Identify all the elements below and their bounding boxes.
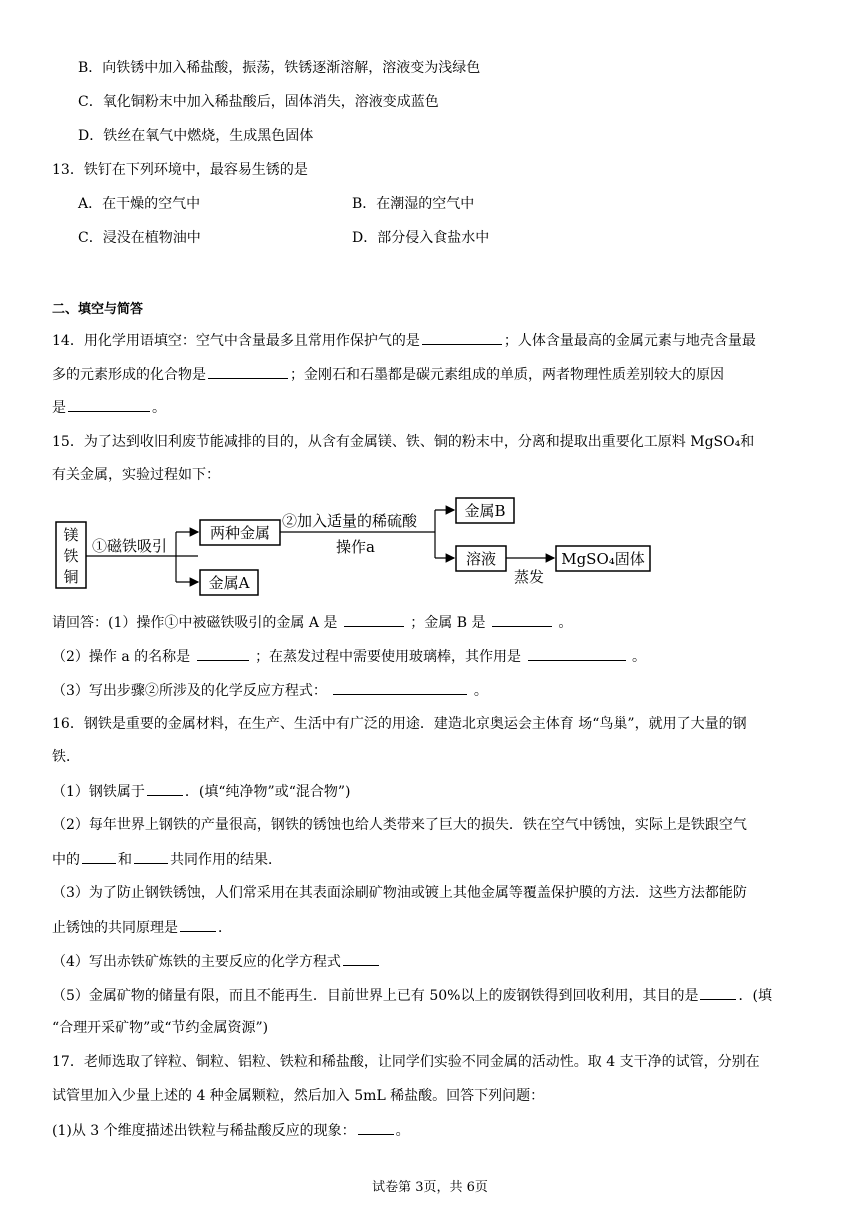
q14-text: 14．用化学用语填空：空气中含量最多且常用作保护气的是 <box>52 333 420 349</box>
q16-text: 止锈蚀的共同原理是 <box>52 920 178 936</box>
q15-text: ；金属 B 是 <box>410 615 486 631</box>
q15-text: 请回答：(1）操作①中被磁铁吸引的金属 A 是 <box>52 615 338 631</box>
q14-line2 <box>52 364 724 385</box>
q14-text: ；人体含量最高的金属元素与地壳含量最 <box>503 333 756 349</box>
q14-line3 <box>52 397 166 418</box>
metal-a-label: 金属A <box>208 574 250 592</box>
answer-blank[interactable] <box>528 646 626 661</box>
answer-blank[interactable] <box>333 680 467 695</box>
q12-option-c: C．氧化铜粉末中加入稀盐酸后，固体消失，溶液变成蓝色 <box>78 94 439 110</box>
product-label: MgSO₄固体 <box>561 550 645 568</box>
q16-text: （1）钢铁属于 <box>52 784 145 800</box>
q16-text: （5）金属矿物的储量有限，而且不能再生．目前世界上已有 50%以上的废钢铁得到回收利用，其目的是 <box>52 988 699 1004</box>
answer-blank[interactable] <box>82 849 116 864</box>
q17-line2: 试管里加入少量上述的 4 种金属颗粒，然后加入 5mL 稀盐酸。回答下列问题： <box>52 1088 545 1104</box>
q16-sub5-line1 <box>52 985 772 1006</box>
q15-line1: 15．为了达到收旧利废节能减排的目的，从含有金属镁、铁、铜的粉末中，分离和提取出重要化工原料 MgSO₄和 <box>52 434 755 450</box>
q17-text: 。 <box>395 1123 410 1139</box>
answer-blank[interactable] <box>68 397 150 412</box>
step2-label: ②加入适量的稀硫酸 <box>282 512 418 530</box>
q12-option-d: D．铁丝在氧气中燃烧，生成黑色固体 <box>78 128 314 144</box>
q15-answer1 <box>52 612 572 633</box>
answer-blank[interactable] <box>700 985 736 1000</box>
q13-option-b: B．在潮湿的空气中 <box>352 196 475 212</box>
q16-sub2-line1: （2）每年世界上钢铁的产量很高，钢铁的锈蚀也给人类带来了巨大的损失．铁在空气中锈蚀，实际上是铁跟空气 <box>52 817 747 833</box>
q15-text: 。 <box>631 649 646 665</box>
q15-answer2 <box>52 646 646 667</box>
q13-option-c: C．浸没在植物油中 <box>78 230 201 246</box>
q15-text: 。 <box>473 683 488 699</box>
operation-a-label: 操作a <box>336 538 375 556</box>
q16-text: ．(填“纯净物”或“混合物”) <box>184 784 351 800</box>
answer-blank[interactable] <box>180 917 216 932</box>
q15-text: ；在蒸发过程中需要使用玻璃棒，其作用是 <box>255 649 522 665</box>
process-flow-diagram <box>50 488 810 608</box>
start-label-mid: 铁 <box>63 547 79 565</box>
answer-blank[interactable] <box>208 364 288 379</box>
q16-text: 中的 <box>52 852 80 868</box>
q16-line2: 铁． <box>52 749 80 765</box>
q16-text: （4）写出赤铁矿炼铁的主要反应的化学方程式 <box>52 954 341 970</box>
q16-sub3-line2 <box>52 917 232 938</box>
q16-sub4 <box>52 951 381 972</box>
q16-text: ． <box>218 920 232 936</box>
q14-text: 。 <box>152 400 166 416</box>
answer-blank[interactable] <box>358 1120 394 1135</box>
answer-blank[interactable] <box>344 612 404 627</box>
q14-text: 是 <box>52 400 66 416</box>
answer-blank[interactable] <box>422 330 502 345</box>
two-metals-label: 两种金属 <box>209 524 271 542</box>
q15-line2: 有关金属，实验过程如下： <box>52 467 220 483</box>
answer-blank[interactable] <box>492 612 552 627</box>
q15-text: （2）操作 a 的名称是 <box>52 649 191 665</box>
step1-label: ①磁铁吸引 <box>92 537 168 555</box>
q16-sub3-line1: （3）为了防止钢铁锈蚀，人们常采用在其表面涂刷矿物油或镀上其他金属等覆盖保护膜的方法．这些方法都能防 <box>52 885 747 901</box>
q17-line1: 17．老师选取了锌粒、铜粒、铝粒、铁粒和稀盐酸，让同学们实验不同金属的活动性。取 4 支干净的试管，分别在 <box>52 1054 760 1070</box>
q15-text: 。 <box>558 615 573 631</box>
q16-text: 和 <box>118 852 132 868</box>
q15-answer3 <box>52 680 488 701</box>
q16-line1: 16．钢铁是重要的金属材料，在生产、生活中有广泛的用途．建造北京奥运会主体育 场“鸟巢”，就用了大量的钢 <box>52 716 747 732</box>
q12-option-b: B．向铁锈中加入稀盐酸，振荡，铁锈逐渐溶解，溶液变为浅绿色 <box>78 60 481 76</box>
q13-stem: 13．铁钉在下列环境中，最容易生锈的是 <box>52 162 308 178</box>
answer-blank[interactable] <box>147 781 183 796</box>
start-label-bot: 铜 <box>63 568 79 586</box>
q16-sub2-line2 <box>52 849 282 870</box>
q16-text: 共同作用的结果． <box>170 852 282 868</box>
q17-text: (1)从 3 个维度描述出铁粒与稀盐酸反应的现象： <box>52 1123 356 1139</box>
answer-blank[interactable] <box>197 646 249 661</box>
q16-sub5-line2: “合理开采矿物”或“节约金属资源”) <box>52 1020 269 1036</box>
solution-label: 溶液 <box>465 550 497 568</box>
answer-blank[interactable] <box>134 849 168 864</box>
q17-line3 <box>52 1120 410 1141</box>
section-heading: 二、填空与简答 <box>52 302 144 317</box>
page-number-footer: 试卷第 3页，共 6页 <box>372 1180 488 1195</box>
q13-option-d: D．部分侵入食盐水中 <box>352 230 490 246</box>
metal-b-label: 金属B <box>464 502 506 520</box>
q14-line1 <box>52 330 756 351</box>
q14-text: ；金刚石和石墨都是碳元素组成的单质，两者物理性质差别较大的原因 <box>290 367 724 383</box>
q14-text: 多的元素形成的化合物是 <box>52 367 206 383</box>
q16-text: ．(填 <box>738 988 772 1004</box>
answer-blank[interactable] <box>343 951 379 966</box>
q16-sub1 <box>52 781 350 802</box>
q15-text: （3）写出步骤②所涉及的化学反应方程式： <box>52 683 327 699</box>
evaporate-label: 蒸发 <box>514 568 545 586</box>
start-label-top: 镁 <box>63 526 79 544</box>
q13-option-a: A．在干燥的空气中 <box>78 196 201 212</box>
